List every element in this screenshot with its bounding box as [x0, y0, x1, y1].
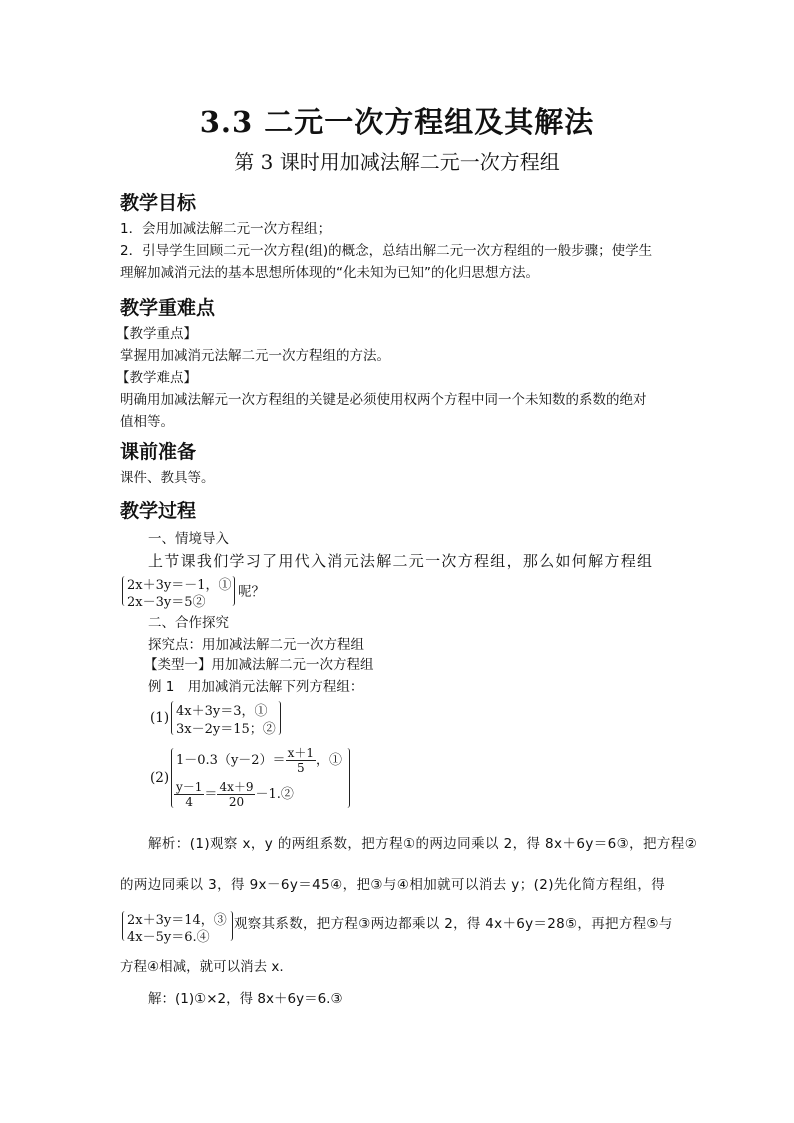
analysis-line-4: 方程④相减，就可以消去 x.	[120, 959, 284, 975]
type-1: 【类型一】用加减法解二元一次方程组	[144, 657, 374, 673]
problem-2-eq-2	[174, 780, 294, 809]
focus-tag: 【教学重点】	[116, 326, 197, 342]
intro-system-eq-2: 2x－3y＝5②	[127, 595, 206, 610]
goals-line-2: 2．引导学生回顾二元一次方程(组)的概念，总结出解二元一次方程组的一般步骤；使学生	[120, 243, 653, 259]
analysis-line-2: 的两边同乘以 3，得 9x－6y＝45④，把③与④相加就可以消去 y；(2)先化简方程组，得	[120, 877, 666, 893]
page-title: 3.3 二元一次方程组及其解法	[199, 105, 595, 139]
goals-line-3: 理解加减消元法的基本思想所体现的“化未知为已知”的化归思想方法。	[120, 265, 539, 281]
problem-2-eq-2-right-numerator: 4x＋9	[219, 780, 254, 794]
difficulty-line-2: 值相等。	[120, 414, 174, 430]
solution-line-1: 解：(1)①×2，得 8x＋6y＝6.③	[148, 991, 343, 1007]
problem-2-eq-2-left-numerator: y－1	[176, 780, 203, 794]
intro-system-eq-1: 2x＋3y＝－1，①	[127, 578, 232, 593]
analysis-line-3: 观察其系数，把方程③两边都乘以 2，得 4x＋6y＝28⑤，再把方程⑤与	[234, 916, 673, 932]
intro-system-right-brace	[230, 576, 235, 606]
difficulty-tag: 【教学难点】	[116, 370, 197, 386]
example-1: 例 1 用加减消元法解下列方程组：	[148, 679, 364, 695]
problem-2-eq-2-right-denominator: 20	[228, 795, 245, 809]
focus-text: 掌握用加减消元法解二元一次方程组的方法。	[120, 348, 390, 364]
problem-2-eq-1-fraction	[286, 746, 316, 775]
problem-2-right-brace	[345, 748, 350, 808]
problem-1-right-brace	[276, 701, 281, 735]
problem-2-eq-2-right-fraction	[217, 780, 255, 809]
explore-point: 探究点：用加减法解二元一次方程组	[148, 637, 364, 653]
analysis-line-1: 解析：(1)观察 x，y 的两组系数，把方程①的两边同乘以 2，得 8x＋6y＝6③，把方程②	[148, 836, 698, 852]
prep-text: 课件、教具等。	[120, 470, 215, 486]
problem-2-eq-2-left-fraction	[174, 780, 204, 809]
problem-2-label: (2)	[150, 770, 170, 786]
problem-1-label: (1)	[150, 710, 170, 726]
problem-2-eq-2-tail: －1.②	[255, 787, 294, 802]
problem-1-eq-1: 4x＋3y＝3，①	[176, 704, 268, 719]
problem-2-eq-1	[176, 746, 342, 775]
analysis-system-eq-1: 2x＋3y＝14，③	[127, 913, 227, 928]
intro-tail: 呢？	[238, 584, 265, 600]
page-subtitle: 第 3 课时用加减法解二元一次方程组	[234, 150, 560, 174]
step-1: 一、情境导入	[148, 531, 229, 547]
difficulty-line-1: 明确用加减法解元一次方程组的关键是必须使用权两个方程中同一个未知数的系数的绝对	[120, 392, 647, 408]
keypoints-heading: 教学重难点	[120, 297, 216, 319]
step-2: 二、合作探究	[148, 615, 229, 631]
problem-2-eq-1-left: 1－0.3（y－2）＝	[176, 753, 286, 768]
problem-2-eq-1-numerator: x＋1	[287, 746, 314, 760]
analysis-system-eq-2: 4x－5y＝6.④	[127, 930, 210, 945]
prep-heading: 课前准备	[120, 441, 197, 463]
intro-line: 上节课我们学习了用代入消元法解二元一次方程组，那么如何解方程组	[148, 552, 654, 570]
goals-heading: 教学目标	[120, 192, 197, 214]
problem-1-eq-2: 3x－2y＝15；②	[176, 722, 276, 737]
process-heading: 教学过程	[120, 500, 197, 522]
analysis-system-right-brace	[228, 911, 233, 941]
problem-2-eq-1-tail: ，①	[315, 753, 342, 768]
problem-2-eq-2-equals: ＝	[204, 787, 218, 802]
problem-2-eq-1-denominator: 5	[296, 761, 305, 775]
problem-2-eq-2-left-denominator: 4	[185, 795, 194, 809]
goals-line-1: 1．会用加减法解二元一次方程组；	[120, 221, 332, 237]
